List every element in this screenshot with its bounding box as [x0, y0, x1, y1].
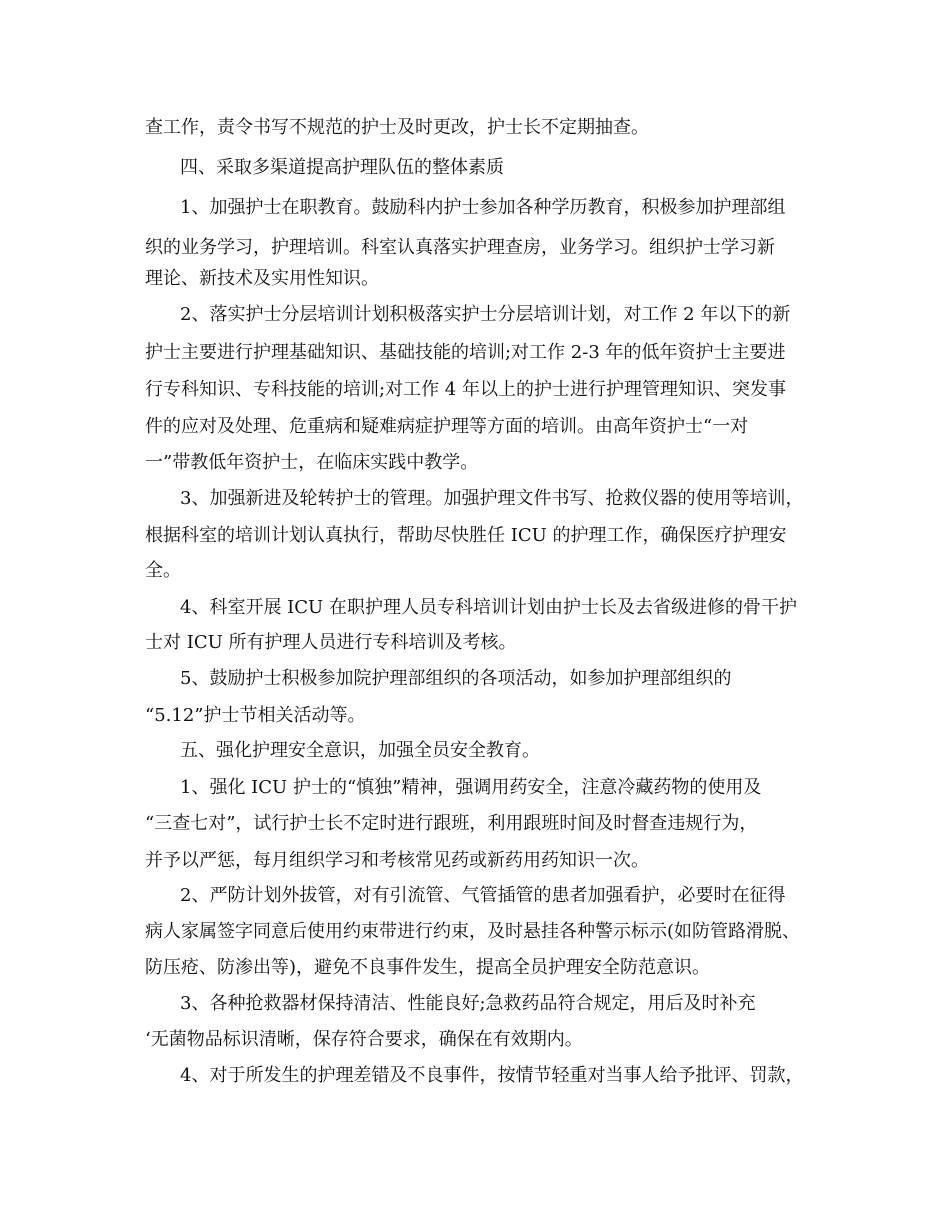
- text-line: “三查七对”，试行护士长不定时进行跟班，利用跟班时间及时督查违规行为，: [145, 813, 758, 834]
- section-heading: 五、强化护理安全意识，加强全员安全教育。: [180, 740, 540, 761]
- text-line: 2、严防计划外拔管，对有引流管、气管插管的患者加强看护，必要时在征得: [180, 885, 786, 906]
- text-line: “5.12”护士节相关活动等。: [145, 705, 366, 726]
- text-line: 护士主要进行护理基础知识、基础技能的培训;对工作 2-3 年的低年资护士主要进: [145, 342, 786, 363]
- text-line: 1、加强护士在职教育。鼓励科内护士参加各种学历教育，积极参加护理部组: [180, 197, 786, 218]
- text-line: 2、落实护士分层培训计划积极落实护士分层培训计划，对工作 2 年以下的新: [180, 304, 791, 325]
- text-line: 行专科知识、专科技能的培训;对工作 4 年以上的护士进行护理管理知识、突发事: [145, 379, 786, 400]
- text-line: 并予以严惩，每月组织学习和考核常见药或新药用药知识一次。: [145, 850, 649, 871]
- text-line: 防压疮、防渗出等)，避免不良事件发生，提高全员护理安全防范意识。: [145, 957, 711, 978]
- text-line: 4、科室开展 ICU 在职护理人员专科培训计划由护士长及去省级进修的骨干护: [180, 597, 797, 618]
- text-line: 查工作，责令书写不规范的护士及时更改，护士长不定期抽查。: [145, 117, 649, 138]
- text-line: 织的业务学习，护理培训。科室认真落实护理查房，业务学习。组织护士学习新: [145, 237, 775, 258]
- text-line: 根据科室的培训计划认真执行，帮助尽快胜任 ICU 的护理工作，确保医疗护理安: [145, 525, 787, 546]
- text-line: 病人家属签字同意后使用约束带进行约束，及时悬挂各种警示标示(如防管路滑脱、: [145, 921, 801, 942]
- text-line: 1、强化 ICU 护士的“慎独”精神，强调用药安全，注意冷藏药物的使用及: [180, 777, 762, 798]
- text-line: ‘无菌物品标识清晰，保存符合要求，确保在有效期内。: [145, 1029, 583, 1050]
- text-line: 全。: [145, 560, 181, 581]
- text-line: 士对 ICU 所有护理人员进行专科培训及考核。: [145, 632, 517, 653]
- text-line: 3、加强新进及轮转护士的管理。加强护理文件书写、抢救仪器的使用等培训，: [180, 488, 804, 509]
- text-line: 一”带教低年资护士，在临床实践中教学。: [145, 452, 479, 473]
- text-line: 理论、新技术及实用性知识。: [145, 268, 379, 289]
- text-line: 3、各种抢救器材保持清洁、性能良好;急救药品符合规定，用后及时补充: [180, 993, 756, 1014]
- text-line: 件的应对及处理、危重病和疑难病症护理等方面的培训。由高年资护士“一对: [145, 416, 749, 437]
- text-line: 4、对于所发生的护理差错及不良事件，按情节轻重对当事人给予批评、罚款，: [180, 1065, 804, 1086]
- section-heading: 四、采取多渠道提高护理队伍的整体素质: [180, 157, 504, 178]
- text-line: 5、鼓励护士积极参加院护理部组织的各项活动，如参加护理部组织的: [180, 668, 732, 689]
